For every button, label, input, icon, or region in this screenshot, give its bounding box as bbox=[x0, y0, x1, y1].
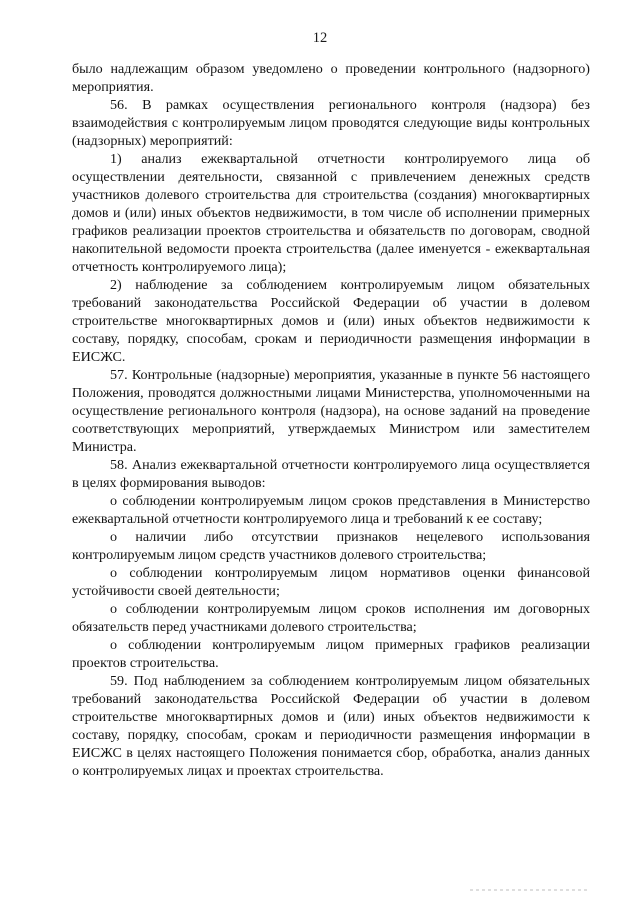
paragraph-56: 56. В рамках осуществления регионального контроля (надзора) без взаимодействия с контролируемым лицом проводятся следующие виды контрольных (надзорных) мероприятий: bbox=[72, 97, 590, 149]
paragraph-57: 57. Контрольные (надзорные) мероприятия, указанные в пункте 56 настоящего Положения, проводятся должностными лицами Министерства, уполномоченными на осуществление регионального контроля (надзора), на основе заданий на проведение соответствующих мероприятий, утверждаемых Министром или заместителем Министра. bbox=[72, 367, 590, 455]
paragraph-continuation: было надлежащим образом уведомлено о проведении контрольного (надзорного) мероприятия. bbox=[72, 61, 590, 95]
paragraph-59: 59. Под наблюдением за соблюдением контролируемым лицом обязательных требований законодательства Российской Федерации об участии в долевом строительстве многоквартирных домов и (или) иных объектов недвижимости к составу, порядку, способам, срокам и периодичности размещения информации в ЕИСЖС в целях настоящего Положения понимается сбор, обработка, анализ данных о контролируемых лицах и проектах строительства. bbox=[72, 673, 590, 779]
paragraph-58: 58. Анализ ежеквартальной отчетности контролируемого лица осуществляется в целях формирования выводов: bbox=[72, 457, 590, 491]
paragraph-58-conclusion-3: о соблюдении контролируемым лицом нормативов оценки финансовой устойчивости своей деятельности; bbox=[72, 565, 590, 599]
paragraph-58-conclusion-5: о соблюдении контролируемым лицом примерных графиков реализации проектов строительства. bbox=[72, 637, 590, 671]
paragraph-56-item-1: 1) анализ ежеквартальной отчетности контролируемого лица об осуществлении деятельности, связанной с привлечением денежных средств участников долевого строительства для строительства (создания) многоквартирных домов и (или) иных объектов недвижимости, в том числе об исполнении примерных графиков реализации проектов строительства и обязательств по договорам, сводной накопительной ведомости проекта строительства (далее именуется - ежеквартальная отчетность контролируемого лица); bbox=[72, 151, 590, 275]
paragraph-58-conclusion-4: о соблюдении контролируемым лицом сроков исполнения им договорных обязательств перед участниками долевого строительства; bbox=[72, 601, 590, 635]
paragraph-56-item-2: 2) наблюдение за соблюдением контролируемым лицом обязательных требований законодательства Российской Федерации об участии в долевом строительстве многоквартирных домов и (или) иных объектов недвижимости к составу, порядку, способам, срокам и периодичности размещения информации в ЕИСЖС. bbox=[72, 277, 590, 365]
paragraph-58-conclusion-2: о наличии либо отсутствии признаков нецелевого использования контролируемым лицом средств участников долевого строительства; bbox=[72, 529, 590, 563]
document-body bbox=[72, 60, 590, 780]
page-number: 12 bbox=[312, 30, 328, 46]
scan-artifact bbox=[470, 889, 590, 891]
paragraph-58-conclusion-1: о соблюдении контролируемым лицом сроков представления в Министерство ежеквартальной отчетности контролируемого лица и требований к ее составу; bbox=[72, 493, 590, 527]
